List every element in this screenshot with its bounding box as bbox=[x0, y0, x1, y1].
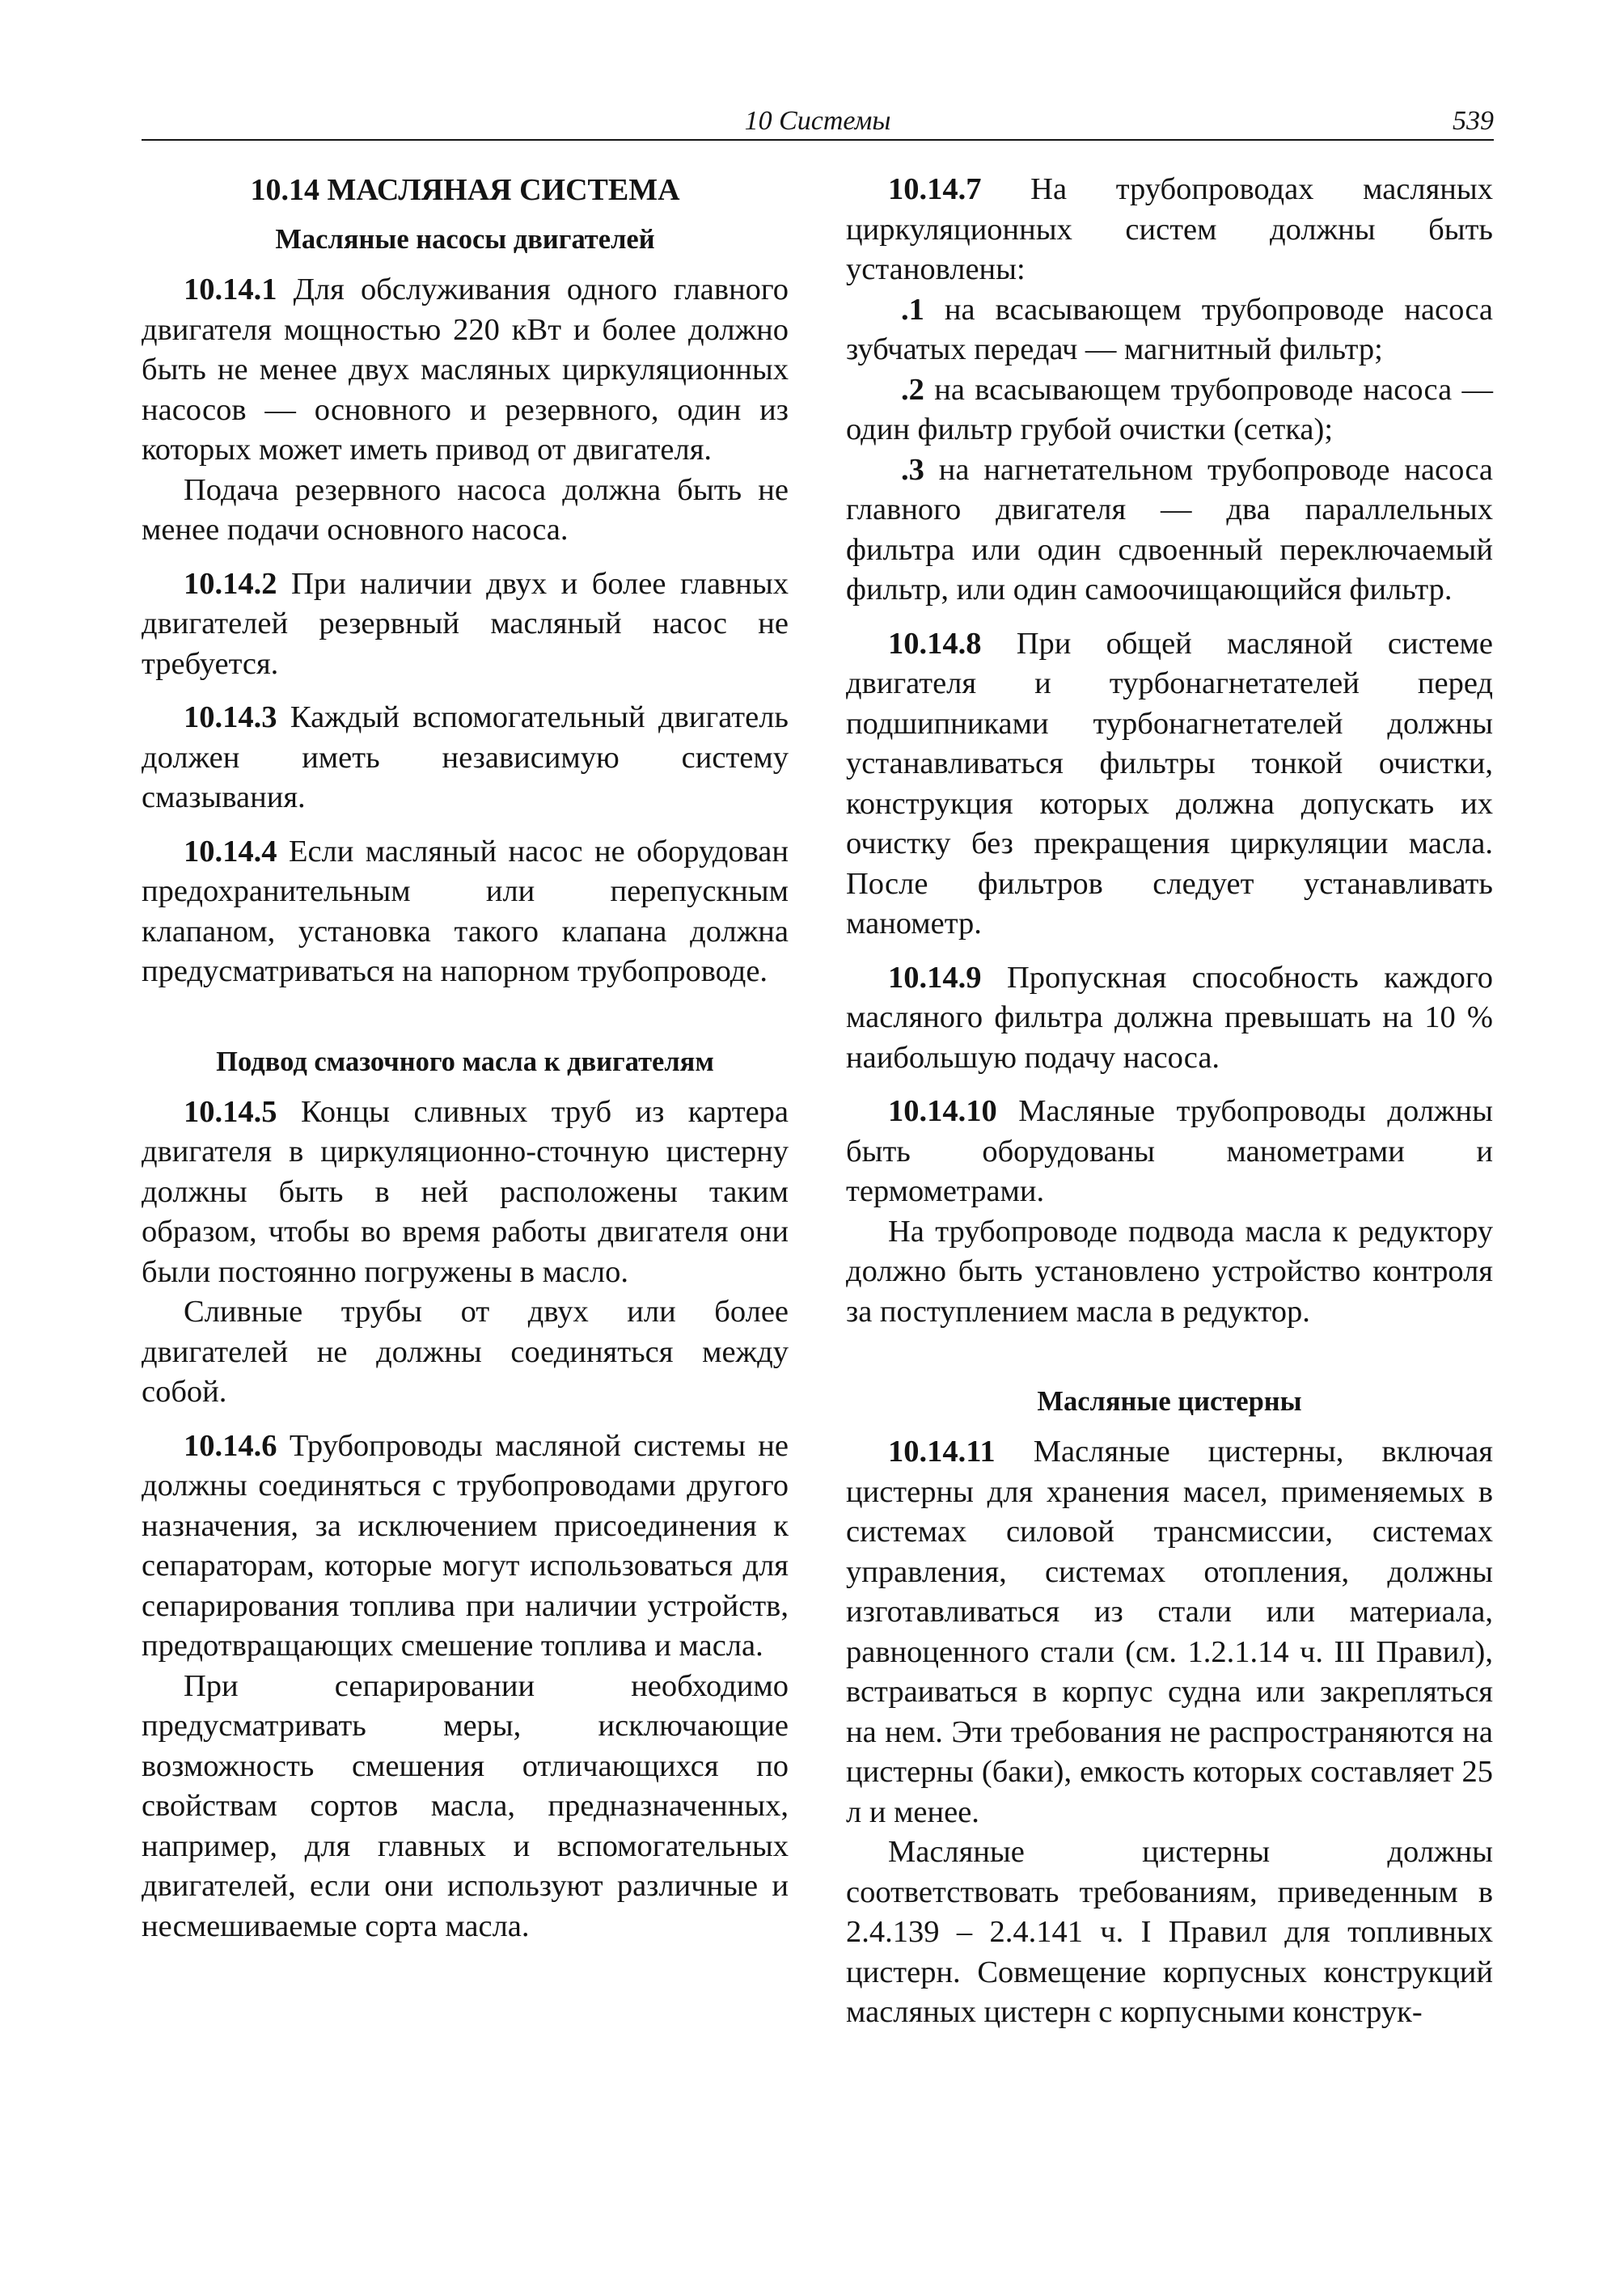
clause-number: 10.14.8 bbox=[888, 626, 982, 661]
right-column bbox=[846, 170, 1493, 2033]
item-text: на нагнетательном трубопроводе насоса главного двигателя — два параллельных фильтра или один сдвоенный переключаемый фильтр, или один самоочищающийся фильтр. bbox=[846, 452, 1493, 607]
paragraph-10-14-8 bbox=[846, 624, 1493, 945]
paragraph-text: Пропускная способность каждого масляного фильтра должна превышать на 10 % наибольшую подачу насоса. bbox=[846, 960, 1493, 1075]
paragraph-continuation: При сепарировании необходимо предусматривать меры, исключающие возможность смешения отличающихся по свойствам сортов масла, предназначенных, например, для главных и вспомогательных двигателей, если они используют различные и несмешиваемые сорта масла. bbox=[142, 1668, 789, 1943]
paragraph-10-14-10 bbox=[846, 1092, 1493, 1212]
paragraph-continuation: Масляные цистерны должны соответствовать требованиям, приведенным в 2.4.139 – 2.4.141 ч. I Правил для топливных цистерн. Совмещение корпусных конструкций масляных цистерн с корпусными конструк- bbox=[846, 1835, 1493, 2029]
paragraph-continuation: На трубопроводе подвода масла к редуктору должно быть установлено устройство контроля за поступлением масла в редуктор. bbox=[846, 1214, 1493, 1329]
clause-number: 10.14.6 bbox=[184, 1428, 277, 1463]
paragraph-text: Масляные цистерны, включая цистерны для хранения масел, применяемых в системах силовой трансмиссии, системах управления, системах отопления, должны изготавливаться из стали или материала, равноценного стали (см. 1.2.1.14 ч. III Правил), встраиваться в корпус судна или закрепляться на нем. Эти требования не распространяются на цистерны (баки), емкость которых составляет 25 л и менее. bbox=[846, 1435, 1493, 1829]
item-number: .2 bbox=[901, 372, 924, 407]
paragraph-text: Концы сливных труб из картера двигателя в циркуляционно-сточную цистерну должны быть в ней расположены таким образом, чтобы во время работы двигателя они были постоянно погружены в масло. bbox=[142, 1094, 789, 1289]
left-column bbox=[142, 170, 789, 1947]
paragraph-text: При общей масляной системе двигателя и турбонагнетателей перед подшипниками турбонагнетателей должны устанавливаться фильтры тонкой очистки, конструкция которых должна допускать их очистку без прекращения циркуляции масла. После фильтров следует устанавливать манометр. bbox=[846, 626, 1493, 940]
paragraph-text: Масляные трубопроводы должны быть оборудованы манометрами и термометрами. bbox=[846, 1094, 1493, 1208]
paragraph-10-14-1 bbox=[142, 270, 789, 471]
list-item-2 bbox=[846, 370, 1493, 450]
subheading-oil-supply: Подвод смазочного масла к двигателям bbox=[216, 1046, 714, 1077]
paragraph-10-14-4 bbox=[142, 832, 789, 992]
paragraph-10-14-3 bbox=[142, 698, 789, 818]
clause-number: 10.14.7 bbox=[888, 172, 982, 206]
subheading-oil-pumps: Масляные насосы двигателей bbox=[275, 224, 655, 255]
paragraph-10-14-7 bbox=[846, 170, 1493, 290]
item-number: .1 bbox=[901, 292, 924, 327]
item-number: .3 bbox=[901, 452, 924, 487]
clause-number: 10.14.1 bbox=[184, 273, 277, 306]
clause-number: 10.14.11 bbox=[888, 1435, 996, 1469]
paragraph-continuation: Подача резервного насоса должна быть не менее подачи основного насоса. bbox=[142, 472, 789, 547]
subheading-oil-tanks: Масляные цистерны bbox=[1037, 1386, 1302, 1417]
paragraph-text: На трубопроводах масляных циркуляционных систем должны быть установлены: bbox=[846, 172, 1494, 286]
paragraph-text: Трубопроводы масляной системы не должны соединяться с трубопроводами другого назначения, за исключением присоединения к сепараторам, которые могут использоваться для сепарирования топлива при наличии устройств, предотвращающих смешение топлива и масла. bbox=[142, 1428, 789, 1663]
paragraph-10-14-2 bbox=[142, 564, 789, 685]
paragraph-10-14-6 bbox=[142, 1427, 789, 1667]
item-text: на всасывающем трубопроводе насоса зубчатых передач — магнитный фильтр; bbox=[846, 292, 1493, 366]
running-header bbox=[142, 104, 1494, 141]
header-title: 10 Системы bbox=[744, 106, 891, 136]
clause-number: 10.14.9 bbox=[888, 960, 982, 995]
item-text: на всасывающем трубопроводе насоса — один фильтр грубой очистки (сетка); bbox=[846, 372, 1493, 446]
list-item-3 bbox=[846, 450, 1493, 611]
clause-number: 10.14.3 bbox=[184, 700, 277, 734]
paragraph-10-14-11 bbox=[846, 1432, 1493, 1832]
clause-number: 10.14.4 bbox=[184, 834, 277, 869]
list-item-1 bbox=[846, 290, 1493, 370]
paragraph-text: Если масляный насос не оборудован предохранительным или перепускным клапаном, установка такого клапана должна предусматриваться на напорном трубопроводе. bbox=[142, 834, 789, 988]
section-title: 10.14 МАСЛЯНАЯ СИСТЕМА bbox=[250, 173, 680, 207]
paragraph-text: При наличии двух и более главных двигателей резервный масляный насос не требуется. bbox=[142, 566, 789, 681]
clause-number: 10.14.5 bbox=[184, 1094, 277, 1129]
clause-number: 10.14.10 bbox=[888, 1094, 997, 1128]
clause-number: 10.14.2 bbox=[184, 566, 277, 601]
paragraph-continuation: Сливные трубы от двух или более двигателей не должны соединяться между собой. bbox=[142, 1295, 789, 1409]
paragraph-10-14-9 bbox=[846, 958, 1493, 1079]
page-number: 539 bbox=[1453, 106, 1494, 136]
paragraph-text: Каждый вспомогательный двигатель должен иметь независимую систему смазывания. bbox=[142, 700, 789, 814]
paragraph-text: Для обслуживания одного главного двигателя мощностью 220 кВт и более должно быть не менее двух масляных циркуляционных насосов — основного и резервного, один из которых может иметь привод от двигателя. bbox=[142, 273, 789, 467]
paragraph-10-14-5 bbox=[142, 1093, 789, 1293]
